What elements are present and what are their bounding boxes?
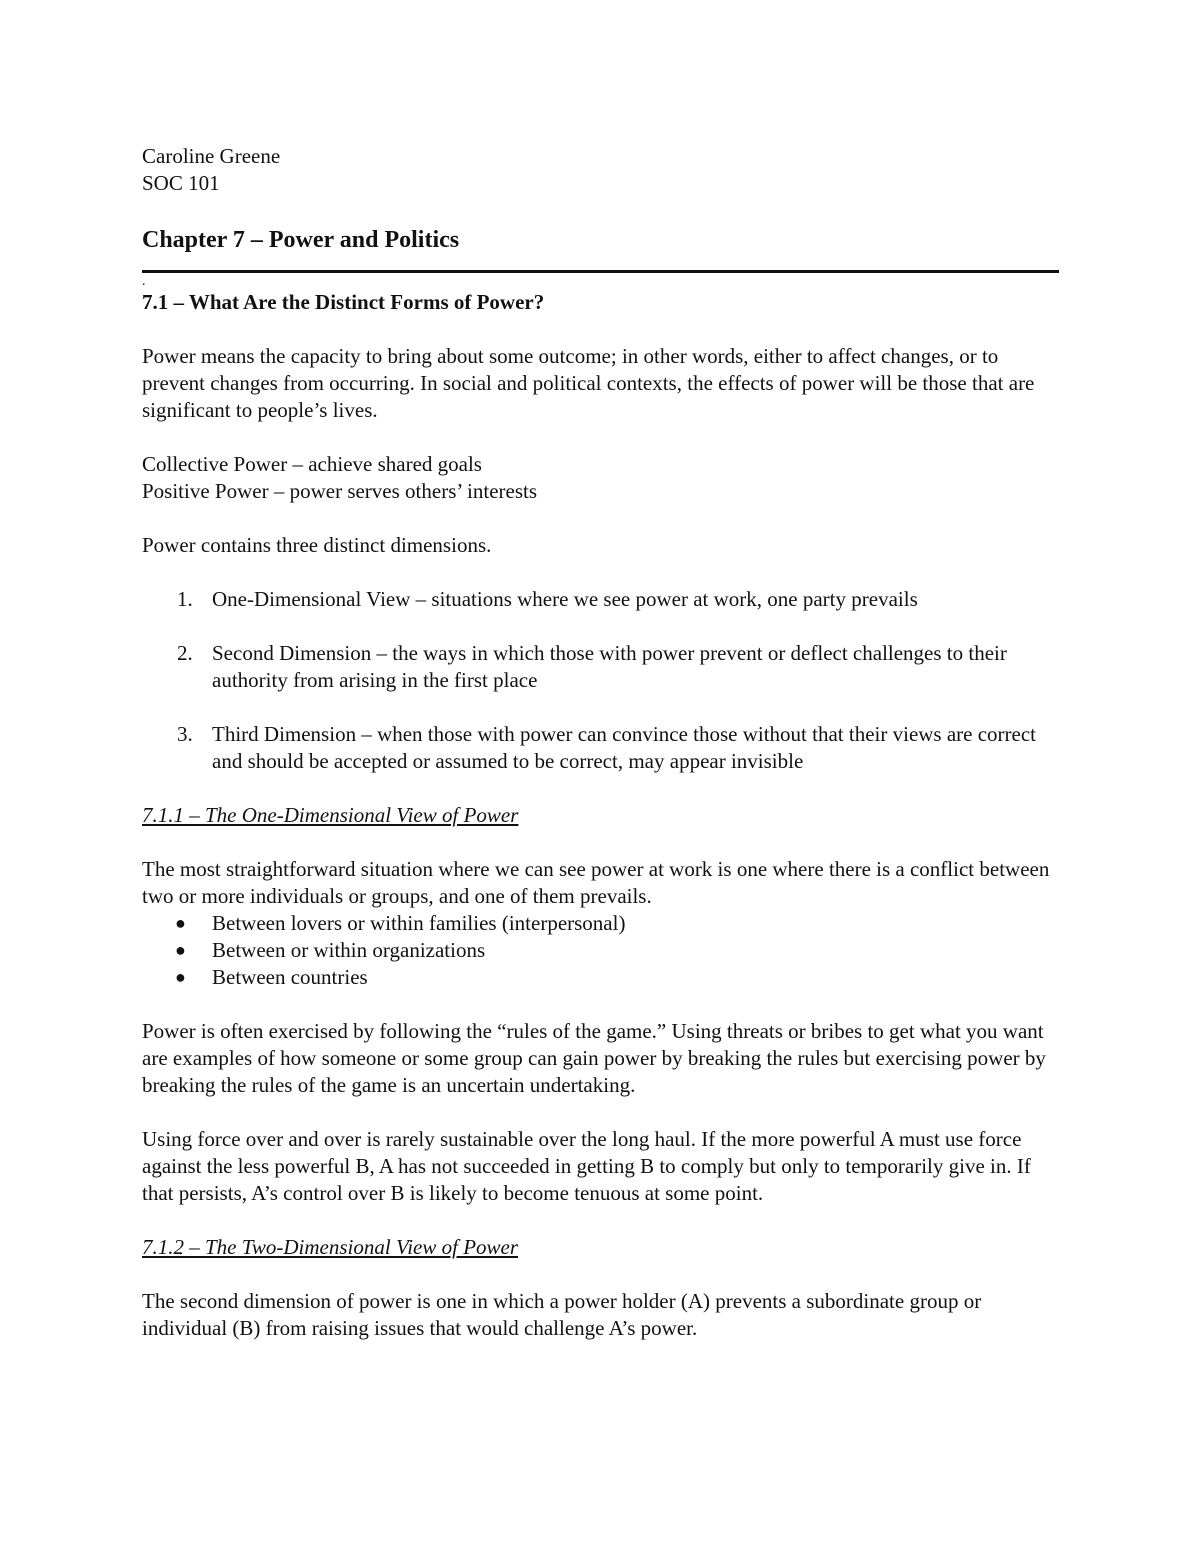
list-number: 3.	[177, 722, 193, 746]
second-dimension-paragraph: The second dimension of power is one in which a power holder (A) prevents a subordinate group or individual (B) from raising issues that would challenge A’s power.	[142, 1289, 982, 1340]
list-item	[142, 910, 1058, 937]
power-types	[142, 451, 1058, 505]
list-item	[142, 964, 1058, 991]
list-item	[142, 640, 1058, 694]
title-divider	[142, 270, 1059, 273]
list-item-text: Between lovers or within families (interpersonal)	[212, 911, 626, 935]
bullet-icon: ●	[175, 913, 186, 933]
course-code: SOC 101	[142, 171, 220, 195]
one-dimensional-paragraph: The most straightforward situation where we can see power at work is one where there is a conflict between two or more individuals or groups, and one of them prevails.	[142, 857, 1050, 908]
positive-power-line: Positive Power – power serves others’ interests	[142, 479, 538, 503]
dimensions-list	[142, 586, 1058, 775]
subheading-7-1-2: 7.1.2 – The Two-Dimensional View of Power	[142, 1235, 519, 1259]
list-number: 1.	[177, 587, 193, 611]
list-number: 2.	[177, 641, 193, 665]
list-item	[142, 937, 1058, 964]
bullet-icon: ●	[175, 967, 186, 987]
author-name: Caroline Greene	[142, 144, 281, 168]
section-heading-7-1: 7.1 – What Are the Distinct Forms of Power?	[142, 290, 545, 314]
power-definition-paragraph: Power means the capacity to bring about some outcome; in other words, either to affect changes, or to prevent changes from occurring. In social and political contexts, the effects of power will be those that are significant to people’s lives.	[142, 344, 1035, 422]
chapter-title: Chapter 7 – Power and Politics	[142, 227, 460, 253]
list-item-text: Second Dimension – the ways in which those with power prevent or deflect challenges to their authority from arising in the first place	[212, 641, 1007, 692]
list-item-text: Third Dimension – when those with power can convince those without that their views are correct and should be accepted or assumed to be correct, may appear invisible	[212, 722, 1037, 773]
conflict-bullet-list	[142, 910, 1058, 991]
collective-power-line: Collective Power – achieve shared goals	[142, 452, 482, 476]
subheading-7-1-1: 7.1.1 – The One-Dimensional View of Power	[142, 803, 519, 827]
rules-of-game-paragraph: Power is often exercised by following the “rules of the game.” Using threats or bribes to get what you want are examples of how someone or some group can gain power by breaking the rules but exercising power by breaking the rules of the game is an uncertain undertaking.	[142, 1019, 1046, 1097]
list-item-text: Between countries	[212, 965, 368, 989]
list-item	[142, 721, 1058, 775]
list-item	[142, 586, 1058, 613]
force-paragraph: Using force over and over is rarely sustainable over the long haul. If the more powerful A must use force against the less powerful B, A has not succeeded in getting B to comply but only to temporarily give in. If that persists, A’s control over B is likely to become tenuous at some point.	[142, 1127, 1031, 1205]
list-item-text: One-Dimensional View – situations where we see power at work, one party prevails	[212, 587, 918, 611]
stray-dot: .	[142, 274, 146, 289]
document-header	[142, 143, 1058, 197]
list-item-text: Between or within organizations	[212, 938, 486, 962]
dimensions-intro: Power contains three distinct dimensions.	[142, 533, 492, 557]
bullet-icon: ●	[175, 940, 186, 960]
